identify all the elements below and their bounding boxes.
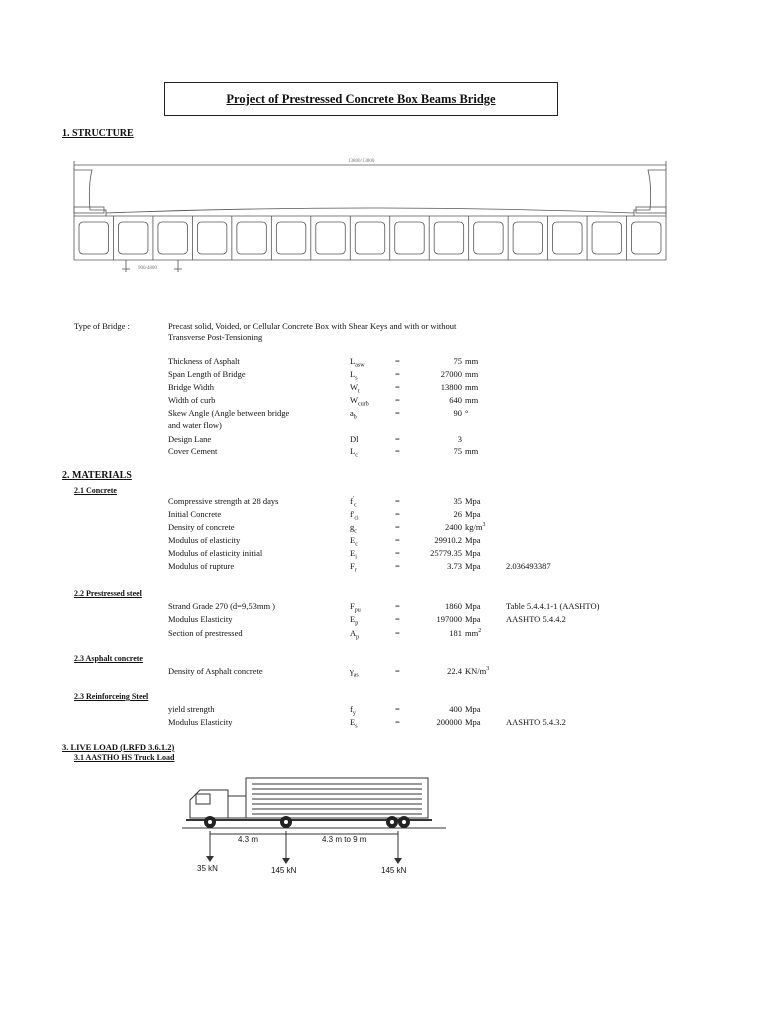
param-symbol-main: f: [350, 704, 353, 714]
param-unit: [465, 717, 481, 727]
param-label: Thickness of Asphalt: [168, 356, 240, 366]
param-symbol: [350, 704, 356, 717]
param-note: 2.036493387: [506, 561, 551, 571]
param-equals: =: [395, 509, 400, 519]
param-symbol: [350, 614, 358, 627]
param-symbol: [350, 548, 357, 561]
box-beam-void: [79, 222, 108, 254]
param-label: Section of prestressed: [168, 628, 243, 638]
param-symbol-main: E: [350, 548, 356, 558]
param-symbol: [350, 369, 358, 382]
box-beam-void: [434, 222, 463, 254]
reinforcing-heading: 2.3 Reinforceing Steel: [74, 692, 149, 701]
param-unit-text: Mpa: [465, 535, 481, 545]
param-unit: [465, 704, 481, 714]
prestressed-heading: 2.2 Prestressed steel: [74, 589, 142, 598]
param-symbol: [350, 509, 359, 522]
param-label: Modulus of elasticity: [168, 535, 241, 545]
param-label: Strand Grade 270 (d=9,53mm ): [168, 601, 276, 611]
param-equals: =: [395, 408, 400, 418]
param-unit: mm: [465, 395, 479, 405]
param-equals: =: [395, 548, 400, 558]
param-unit-text: Mpa: [465, 561, 481, 571]
param-symbol-sub: pu: [354, 607, 361, 614]
param-label: Modulus Elasticity: [168, 717, 233, 727]
param-symbol: [350, 561, 357, 574]
param-value: 75: [453, 356, 462, 366]
param-symbol-sub: y: [352, 710, 356, 717]
param-symbol: [350, 356, 365, 369]
param-unit: [465, 522, 485, 532]
param-symbol: [350, 446, 358, 459]
param-symbol-sub: s: [355, 375, 358, 382]
param-equals: =: [395, 434, 400, 444]
param-equals: =: [395, 614, 400, 624]
param-value: 29910.2: [434, 535, 462, 545]
param-value: 197000: [436, 614, 462, 624]
param-label: Compressive strength at 28 days: [168, 496, 279, 506]
param-value: 640: [449, 395, 462, 405]
param-symbol: [350, 496, 357, 509]
param-symbol: [350, 601, 361, 614]
param-label: Cover Cement: [168, 446, 218, 456]
param-note: AASHTO 5.4.4.2: [506, 614, 566, 624]
param-symbol-sub: c: [354, 528, 357, 535]
axle-spacing-1: 4.3 m: [238, 835, 259, 844]
param-equals: =: [395, 496, 400, 506]
param-equals: =: [395, 382, 400, 392]
param-note: AASHTO 5.4.3.2: [506, 717, 566, 727]
axle-load-2: 145 kN: [271, 866, 297, 875]
param-label: Density of concrete: [168, 522, 235, 532]
param-symbol-sub: ci: [354, 515, 359, 522]
param-unit: mm: [465, 356, 479, 366]
param-unit: [465, 496, 481, 506]
section-structure-heading: 1. STRUCTURE: [62, 128, 134, 139]
param-unit: [465, 628, 481, 638]
type-of-bridge-line2: Transverse Post-Tensioning: [168, 332, 263, 342]
param-equals: =: [395, 369, 400, 379]
param-label: Modulus of elasticity initial: [168, 548, 263, 558]
param-value: 35: [453, 496, 462, 506]
param-symbol-main: L: [350, 369, 356, 379]
param-note: Table 5.4.4.1-1 (AASHTO): [506, 601, 600, 611]
param-label: Span Length of Bridge: [168, 369, 246, 379]
param-symbol-main: W: [350, 382, 359, 392]
section-live-load-heading: 3. LIVE LOAD (LRFD 3.6.1.2): [62, 742, 175, 752]
param-symbol-main: a: [350, 408, 354, 418]
param-value: 3: [457, 434, 462, 444]
param-unit-text: Mpa: [465, 717, 481, 727]
box-beam-void: [355, 222, 384, 254]
param-unit: mm: [465, 382, 479, 392]
param-symbol: [350, 535, 358, 548]
axle-load-1: 35 kN: [197, 864, 218, 873]
type-of-bridge-label: Type of Bridge :: [74, 321, 130, 331]
param-value: 90: [453, 408, 462, 418]
concrete-heading: 2.1 Concrete: [74, 486, 117, 495]
param-value: 181: [449, 628, 462, 638]
param-value: 200000: [436, 717, 462, 727]
param-symbol-main: F: [350, 561, 355, 571]
box-beam-void: [237, 222, 266, 254]
param-symbol-sub: r: [354, 567, 357, 574]
param-symbol: [350, 434, 359, 444]
box-beam-void: [118, 222, 147, 254]
param-unit-text: mm: [465, 628, 479, 638]
param-unit-text: Mpa: [465, 614, 481, 624]
param-symbol-sub: as: [353, 672, 359, 679]
param-equals: =: [395, 628, 400, 638]
param-symbol-sub: b: [353, 414, 357, 421]
param-unit-text: kg/m: [465, 522, 483, 532]
param-unit-sup: 3: [486, 666, 490, 673]
param-unit: [465, 561, 481, 571]
param-unit: [465, 666, 489, 676]
param-symbol-sub: p: [355, 620, 359, 627]
param-symbol-sup: ': [352, 496, 354, 503]
param-equals: =: [395, 522, 400, 532]
param-symbol-sub: i: [355, 554, 357, 561]
param-value: 75: [453, 446, 462, 456]
param-unit-sup: 3: [482, 522, 486, 529]
param-value: 26: [453, 509, 462, 519]
param-label: and water flow): [168, 420, 222, 430]
axle-spacing-2: 4.3 m to 9 m: [322, 835, 367, 844]
param-label: Density of Asphalt concrete: [168, 666, 263, 676]
param-symbol: [350, 408, 357, 421]
bridge-cross-section: [70, 156, 670, 276]
param-equals: =: [395, 601, 400, 611]
param-unit: [465, 601, 481, 611]
param-label: yield strength: [168, 704, 215, 714]
param-symbol-sub: t: [358, 388, 360, 395]
param-symbol-main: Dl: [350, 434, 359, 444]
box-beam-void: [158, 222, 187, 254]
box-beam-void: [632, 222, 661, 254]
box-beam-void: [592, 222, 621, 254]
param-label: Width of curb: [168, 395, 216, 405]
param-symbol-main: F: [350, 601, 355, 611]
param-unit-text: Mpa: [465, 509, 481, 519]
param-symbol-sub: c: [353, 502, 357, 509]
axle-load-3: 145 kN: [381, 866, 407, 875]
box-beam-void: [276, 222, 305, 254]
param-value: 13800: [440, 382, 462, 392]
param-label: Design Lane: [168, 434, 212, 444]
param-symbol-sub: curb: [358, 401, 369, 408]
param-unit-text: KN/m: [465, 666, 487, 676]
param-symbol-main: f': [350, 509, 355, 519]
param-symbol: [350, 628, 359, 641]
param-value: 1860: [445, 601, 462, 611]
page-title: Project of Prestressed Concrete Box Beams Bridge: [226, 91, 496, 106]
param-symbol-sub: s: [355, 723, 358, 730]
param-equals: =: [395, 395, 400, 405]
param-symbol: [350, 717, 358, 730]
truck-heading: 3.1 AASTHO HS Truck Load: [74, 753, 175, 762]
param-unit-text: Mpa: [465, 496, 481, 506]
param-equals: =: [395, 446, 400, 456]
param-label: Skew Angle (Angle between bridge: [168, 408, 290, 418]
param-equals: =: [395, 535, 400, 545]
param-value: 27000: [440, 369, 462, 379]
param-symbol-main: γ: [350, 666, 354, 676]
param-symbol-main: L: [350, 356, 356, 366]
param-equals: =: [395, 356, 400, 366]
param-symbol-main: f: [350, 496, 353, 506]
box-beam-void: [395, 222, 424, 254]
param-unit: mm: [465, 446, 479, 456]
param-symbol-sub: asw: [355, 362, 365, 369]
param-symbol: [350, 395, 369, 408]
param-symbol: [350, 666, 359, 679]
param-equals: =: [395, 704, 400, 714]
param-symbol-main: E: [350, 717, 356, 727]
param-equals: =: [395, 561, 400, 571]
param-symbol-sub: c: [355, 541, 358, 548]
box-beam-void: [513, 222, 542, 254]
param-symbol-main: E: [350, 535, 356, 545]
param-unit-sup: 2: [478, 628, 482, 635]
param-symbol-main: g: [350, 522, 355, 532]
bottom-dimension-label: 900/4800: [138, 266, 157, 271]
param-unit: [465, 614, 481, 624]
box-beam-void: [197, 222, 226, 254]
param-unit: [465, 509, 481, 519]
param-unit: mm: [465, 369, 479, 379]
box-beam-void: [316, 222, 345, 254]
param-symbol-main: L: [350, 446, 356, 456]
param-value: 22.4: [447, 666, 462, 676]
param-symbol: [350, 382, 360, 395]
param-symbol-main: W: [350, 395, 359, 405]
param-unit: [465, 548, 481, 558]
truck-diagram: [182, 776, 446, 876]
param-label: Modulus of rupture: [168, 561, 235, 571]
param-value: 25779.35: [430, 548, 462, 558]
param-unit: °: [465, 408, 469, 418]
param-equals: =: [395, 717, 400, 727]
param-equals: =: [395, 666, 400, 676]
param-symbol: [350, 522, 357, 535]
param-unit-text: Mpa: [465, 704, 481, 714]
param-symbol-sub: p: [356, 634, 360, 641]
param-unit: [465, 535, 481, 545]
param-symbol-main: A: [350, 628, 357, 638]
param-value: 2400: [445, 522, 462, 532]
param-symbol-main: E: [350, 614, 356, 624]
param-unit-text: Mpa: [465, 601, 481, 611]
param-unit-text: Mpa: [465, 548, 481, 558]
param-value: 400: [449, 704, 462, 714]
box-beam-void: [553, 222, 582, 254]
type-of-bridge-line1: Precast solid, Voided, or Cellular Concrete Box with Shear Keys and with or without: [168, 321, 457, 331]
asphalt-heading: 2.3 Asphalt concrete: [74, 654, 143, 663]
section-materials-heading: 2. MATERIALS: [62, 470, 132, 481]
top-dimension-label: 13800/13800: [348, 159, 375, 164]
box-beam-void: [474, 222, 503, 254]
param-label: Initial Concrete: [168, 509, 222, 519]
param-value: 3.73: [447, 561, 462, 571]
param-label: Modulus Elasticity: [168, 614, 233, 624]
param-label: Bridge Width: [168, 382, 215, 392]
param-symbol-sub: c: [355, 452, 358, 459]
title-box: [164, 82, 558, 116]
